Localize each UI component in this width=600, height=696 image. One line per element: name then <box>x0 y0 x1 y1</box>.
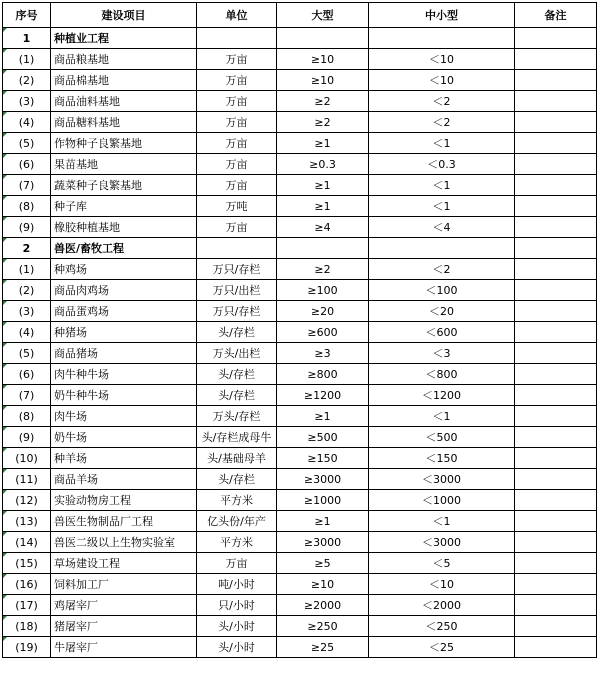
row-no: (14) <box>3 532 51 553</box>
row-small: ＜2 <box>369 91 515 112</box>
row-large: ≥3 <box>277 343 369 364</box>
row-large: ≥3000 <box>277 469 369 490</box>
row-unit: 万亩 <box>197 175 277 196</box>
table-row <box>3 448 597 469</box>
header-unit: 单位 <box>197 3 277 28</box>
row-project: 商品糖料基地 <box>51 112 197 133</box>
row-remark <box>515 490 597 511</box>
row-project: 种羊场 <box>51 448 197 469</box>
row-project: 商品油料基地 <box>51 91 197 112</box>
row-large: ≥500 <box>277 427 369 448</box>
row-unit: 头/基础母羊 <box>197 448 277 469</box>
table-row <box>3 469 597 490</box>
row-small: ＜25 <box>369 637 515 658</box>
row-no: (7) <box>3 385 51 406</box>
table-row <box>3 91 597 112</box>
row-small: ＜100 <box>369 280 515 301</box>
table-row <box>3 574 597 595</box>
row-remark <box>515 511 597 532</box>
row-large: ≥2 <box>277 259 369 280</box>
row-unit: 万亩 <box>197 70 277 91</box>
row-large: ≥2 <box>277 91 369 112</box>
row-small: ＜4 <box>369 217 515 238</box>
row-unit: 只/小时 <box>197 595 277 616</box>
row-small: ＜800 <box>369 364 515 385</box>
table-row <box>3 49 597 70</box>
row-unit: 平方米 <box>197 532 277 553</box>
row-small: ＜2 <box>369 112 515 133</box>
table-row <box>3 154 597 175</box>
row-no: (18) <box>3 616 51 637</box>
section-no: 2 <box>3 238 51 259</box>
section-title: 兽医/畜牧工程 <box>51 238 197 259</box>
row-project: 商品肉鸡场 <box>51 280 197 301</box>
row-project: 商品猪场 <box>51 343 197 364</box>
row-no: (8) <box>3 196 51 217</box>
row-remark <box>515 301 597 322</box>
row-large: ≥20 <box>277 301 369 322</box>
row-project: 鸡屠宰厂 <box>51 595 197 616</box>
row-remark <box>515 553 597 574</box>
row-remark <box>515 574 597 595</box>
row-small: ＜1 <box>369 511 515 532</box>
row-no: (11) <box>3 469 51 490</box>
row-small: ＜5 <box>369 553 515 574</box>
table-row <box>3 553 597 574</box>
row-large: ≥4 <box>277 217 369 238</box>
row-large: ≥800 <box>277 364 369 385</box>
row-project: 商品羊场 <box>51 469 197 490</box>
row-small: ＜150 <box>369 448 515 469</box>
row-unit: 万亩 <box>197 133 277 154</box>
section-small-cell <box>369 238 515 259</box>
row-large: ≥2000 <box>277 595 369 616</box>
row-large: ≥25 <box>277 637 369 658</box>
row-remark <box>515 217 597 238</box>
row-small: ＜500 <box>369 427 515 448</box>
scale-standard-table <box>2 2 597 658</box>
header-large: 大型 <box>277 3 369 28</box>
row-no: (3) <box>3 91 51 112</box>
row-project: 肉牛种牛场 <box>51 364 197 385</box>
row-large: ≥10 <box>277 574 369 595</box>
row-large: ≥1 <box>277 196 369 217</box>
row-no: (9) <box>3 217 51 238</box>
row-large: ≥5 <box>277 553 369 574</box>
row-unit: 万亩 <box>197 91 277 112</box>
section-remark-cell <box>515 28 597 49</box>
row-no: (4) <box>3 112 51 133</box>
row-unit: 吨/小时 <box>197 574 277 595</box>
row-small: ＜0.3 <box>369 154 515 175</box>
row-small: ＜1 <box>369 133 515 154</box>
row-unit: 头/小时 <box>197 637 277 658</box>
row-project: 橡胶种植基地 <box>51 217 197 238</box>
row-small: ＜1200 <box>369 385 515 406</box>
row-remark <box>515 322 597 343</box>
row-unit: 万头/出栏 <box>197 343 277 364</box>
table-row <box>3 343 597 364</box>
row-large: ≥250 <box>277 616 369 637</box>
row-project: 作物种子良繁基地 <box>51 133 197 154</box>
row-small: ＜1 <box>369 175 515 196</box>
row-remark <box>515 280 597 301</box>
row-project: 饲料加工厂 <box>51 574 197 595</box>
header-project: 建设项目 <box>51 3 197 28</box>
row-project: 种猪场 <box>51 322 197 343</box>
row-project: 猪屠宰厂 <box>51 616 197 637</box>
row-project: 兽医生物制品厂工程 <box>51 511 197 532</box>
row-large: ≥1 <box>277 406 369 427</box>
row-unit: 万亩 <box>197 112 277 133</box>
row-small: ＜600 <box>369 322 515 343</box>
table-body <box>3 28 597 658</box>
row-project: 商品粮基地 <box>51 49 197 70</box>
table-row <box>3 301 597 322</box>
section-small-cell <box>369 28 515 49</box>
row-remark <box>515 175 597 196</box>
row-small: ＜10 <box>369 49 515 70</box>
row-unit: 平方米 <box>197 490 277 511</box>
row-no: (8) <box>3 406 51 427</box>
table-row <box>3 133 597 154</box>
row-project: 肉牛场 <box>51 406 197 427</box>
table-row <box>3 385 597 406</box>
section-unit-cell <box>197 28 277 49</box>
row-large: ≥10 <box>277 49 369 70</box>
row-remark <box>515 196 597 217</box>
table-row <box>3 217 597 238</box>
row-remark <box>515 49 597 70</box>
row-remark <box>515 112 597 133</box>
row-remark <box>515 448 597 469</box>
row-no: (1) <box>3 259 51 280</box>
table-row <box>3 70 597 91</box>
row-small: ＜10 <box>369 574 515 595</box>
section-unit-cell <box>197 238 277 259</box>
row-large: ≥10 <box>277 70 369 91</box>
row-remark <box>515 385 597 406</box>
row-no: (2) <box>3 280 51 301</box>
row-large: ≥1 <box>277 175 369 196</box>
table-row <box>3 616 597 637</box>
header-remark: 备注 <box>515 3 597 28</box>
row-no: (5) <box>3 343 51 364</box>
row-unit: 头/小时 <box>197 616 277 637</box>
table-row <box>3 637 597 658</box>
row-remark <box>515 154 597 175</box>
table-row <box>3 280 597 301</box>
table-row <box>3 175 597 196</box>
table-row <box>3 427 597 448</box>
row-project: 种鸡场 <box>51 259 197 280</box>
table-row <box>3 364 597 385</box>
row-unit: 头/存栏 <box>197 385 277 406</box>
table-row <box>3 112 597 133</box>
row-unit: 万只/存栏 <box>197 259 277 280</box>
header-no: 序号 <box>3 3 51 28</box>
row-unit: 万亩 <box>197 553 277 574</box>
section-no: 1 <box>3 28 51 49</box>
row-no: (13) <box>3 511 51 532</box>
row-remark <box>515 91 597 112</box>
row-small: ＜20 <box>369 301 515 322</box>
row-remark <box>515 595 597 616</box>
section-remark-cell <box>515 238 597 259</box>
row-project: 商品棉基地 <box>51 70 197 91</box>
table-row <box>3 406 597 427</box>
row-remark <box>515 637 597 658</box>
row-project: 奶牛种牛场 <box>51 385 197 406</box>
section-large-cell <box>277 238 369 259</box>
row-small: ＜1000 <box>369 490 515 511</box>
section-row <box>3 238 597 259</box>
row-no: (17) <box>3 595 51 616</box>
row-project: 蔬菜种子良繁基地 <box>51 175 197 196</box>
row-large: ≥1000 <box>277 490 369 511</box>
row-small: ＜1 <box>369 406 515 427</box>
row-unit: 头/存栏 <box>197 469 277 490</box>
row-large: ≥100 <box>277 280 369 301</box>
row-large: ≥3000 <box>277 532 369 553</box>
row-small: ＜3000 <box>369 469 515 490</box>
row-large: ≥600 <box>277 322 369 343</box>
row-unit: 头/存栏 <box>197 322 277 343</box>
row-project: 种子库 <box>51 196 197 217</box>
row-remark <box>515 343 597 364</box>
row-no: (3) <box>3 301 51 322</box>
row-unit: 亿头份/年产 <box>197 511 277 532</box>
row-no: (7) <box>3 175 51 196</box>
row-no: (5) <box>3 133 51 154</box>
table-row <box>3 511 597 532</box>
row-unit: 万亩 <box>197 217 277 238</box>
row-no: (2) <box>3 70 51 91</box>
row-large: ≥2 <box>277 112 369 133</box>
row-small: ＜2 <box>369 259 515 280</box>
row-remark <box>515 133 597 154</box>
row-small: ＜10 <box>369 70 515 91</box>
row-remark <box>515 259 597 280</box>
row-unit: 万只/出栏 <box>197 280 277 301</box>
row-unit: 万亩 <box>197 154 277 175</box>
section-row <box>3 28 597 49</box>
row-unit: 万吨 <box>197 196 277 217</box>
table-row <box>3 196 597 217</box>
table-row <box>3 595 597 616</box>
row-small: ＜3000 <box>369 532 515 553</box>
row-unit: 万头/存栏 <box>197 406 277 427</box>
row-no: (9) <box>3 427 51 448</box>
section-large-cell <box>277 28 369 49</box>
row-no: (19) <box>3 637 51 658</box>
row-remark <box>515 532 597 553</box>
table-row <box>3 532 597 553</box>
row-no: (16) <box>3 574 51 595</box>
row-no: (10) <box>3 448 51 469</box>
row-project: 实验动物房工程 <box>51 490 197 511</box>
header-row <box>3 3 597 28</box>
row-project: 兽医二级以上生物实验室 <box>51 532 197 553</box>
row-no: (12) <box>3 490 51 511</box>
row-no: (6) <box>3 154 51 175</box>
row-large: ≥1 <box>277 133 369 154</box>
row-remark <box>515 364 597 385</box>
row-small: ＜3 <box>369 343 515 364</box>
table-row <box>3 490 597 511</box>
row-project: 果苗基地 <box>51 154 197 175</box>
row-small: ＜1 <box>369 196 515 217</box>
row-remark <box>515 70 597 91</box>
row-unit: 头/存栏成母牛 <box>197 427 277 448</box>
row-no: (4) <box>3 322 51 343</box>
header-small: 中小型 <box>369 3 515 28</box>
row-large: ≥1200 <box>277 385 369 406</box>
table-row <box>3 322 597 343</box>
table-row <box>3 259 597 280</box>
row-large: ≥150 <box>277 448 369 469</box>
row-remark <box>515 616 597 637</box>
row-project: 牛屠宰厂 <box>51 637 197 658</box>
section-title: 种植业工程 <box>51 28 197 49</box>
row-no: (6) <box>3 364 51 385</box>
row-small: ＜250 <box>369 616 515 637</box>
row-project: 奶牛场 <box>51 427 197 448</box>
row-remark <box>515 427 597 448</box>
row-remark <box>515 469 597 490</box>
row-large: ≥0.3 <box>277 154 369 175</box>
row-project: 商品蛋鸡场 <box>51 301 197 322</box>
row-unit: 万只/存栏 <box>197 301 277 322</box>
row-no: (15) <box>3 553 51 574</box>
row-large: ≥1 <box>277 511 369 532</box>
row-no: (1) <box>3 49 51 70</box>
row-remark <box>515 406 597 427</box>
row-project: 草场建设工程 <box>51 553 197 574</box>
row-unit: 万亩 <box>197 49 277 70</box>
row-small: ＜2000 <box>369 595 515 616</box>
row-unit: 头/存栏 <box>197 364 277 385</box>
